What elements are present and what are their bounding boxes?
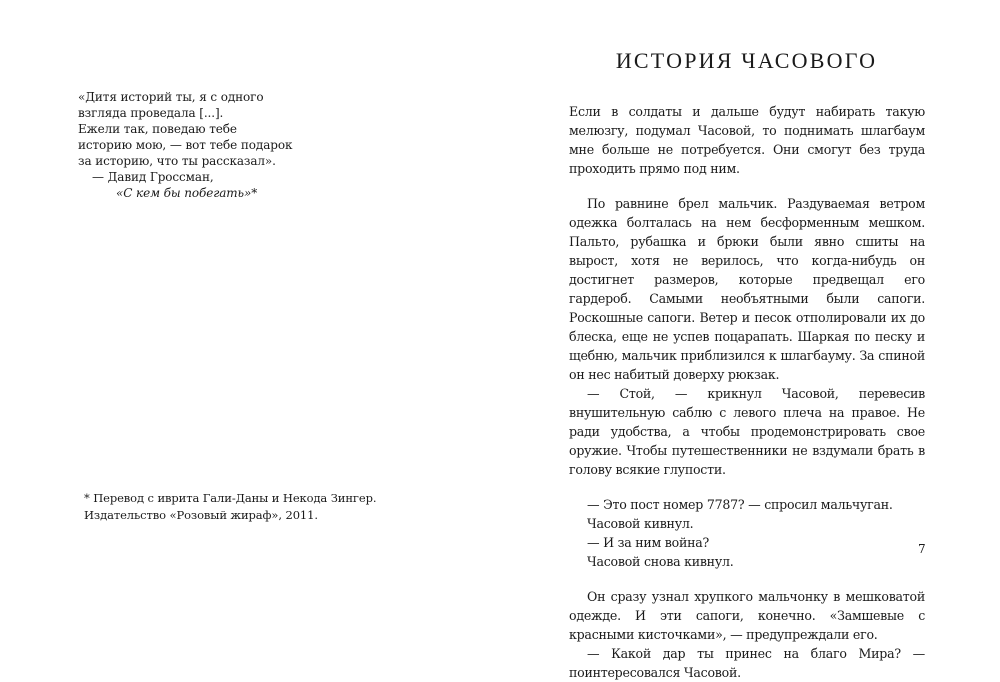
epigraph xyxy=(78,89,318,201)
epigraph-line: за историю, что ты рассказал». xyxy=(78,154,276,168)
paragraph: Часовой кивнул. xyxy=(587,516,694,531)
chapter-text xyxy=(569,102,925,682)
page-number: 7 xyxy=(918,542,926,556)
paragraph: — Стой, — крикнул Часовой, перевесив внушительную саблю с левого плеча на правое. Не ради удобства, а чтобы продемонстрировать свое оружие. Чтобы путешественники не вздумали брать в голову всякие глупости. xyxy=(569,386,925,477)
paragraph: Если в солдаты и дальше будут набирать такую мелюзгу, подумал Часовой, то поднимать шлагбаум мне больше не потребуется. Они смогут без труда проходить прямо под ним. xyxy=(569,104,925,176)
paragraph: Он сразу узнал хрупкого мальчонку в мешковатой одежде. И эти сапоги, конечно. «Замшевые с красными кисточками», — предупреждали его. xyxy=(569,589,925,642)
epigraph-source: «С кем бы побегать»* xyxy=(116,186,258,200)
epigraph-line: Ежели так, поведаю тебе xyxy=(78,122,237,136)
paragraph: — И за ним война? xyxy=(587,535,710,550)
paragraph: — Это пост номер 7787? — спросил мальчуган. xyxy=(587,497,893,512)
chapter-title: ИСТОРИЯ ЧАСОВОГО xyxy=(615,48,878,73)
paragraph: — Какой дар ты принес на благо Мира? — поинтересовался Часовой. xyxy=(569,646,925,680)
epigraph-line: историю мою, — вот тебе подарок xyxy=(78,138,293,152)
footnote: * Перевод с иврита Гали-Даны и Некода Зингер. Издательство «Розовый жираф», 2011. xyxy=(84,491,377,522)
epigraph-line: взгляда проведала [...]. xyxy=(78,106,224,120)
paragraph: По равнине брел мальчик. Раздуваемая ветром одежка болталась на нем бесформенным мешком. Пальто, рубашка и брюки были явно сшиты на вырост, хотя не верилось, что когда-нибудь он достигнет размеров, которые предвещал его гардероб. Самыми необъятными были сапоги. Роскошные сапоги. Ветер и песок отполировали их до блеска, еще не успев поцарапать. Шаркая по песку и щебню, мальчик приблизился к шлагбауму. За спиной он нес набитый доверху рюкзак. xyxy=(569,196,925,382)
paragraph: Часовой снова кивнул. xyxy=(587,554,734,569)
epigraph-line: «Дитя историй ты, я с одного xyxy=(78,90,264,104)
epigraph-author: — Давид Гроссман, xyxy=(92,170,214,184)
